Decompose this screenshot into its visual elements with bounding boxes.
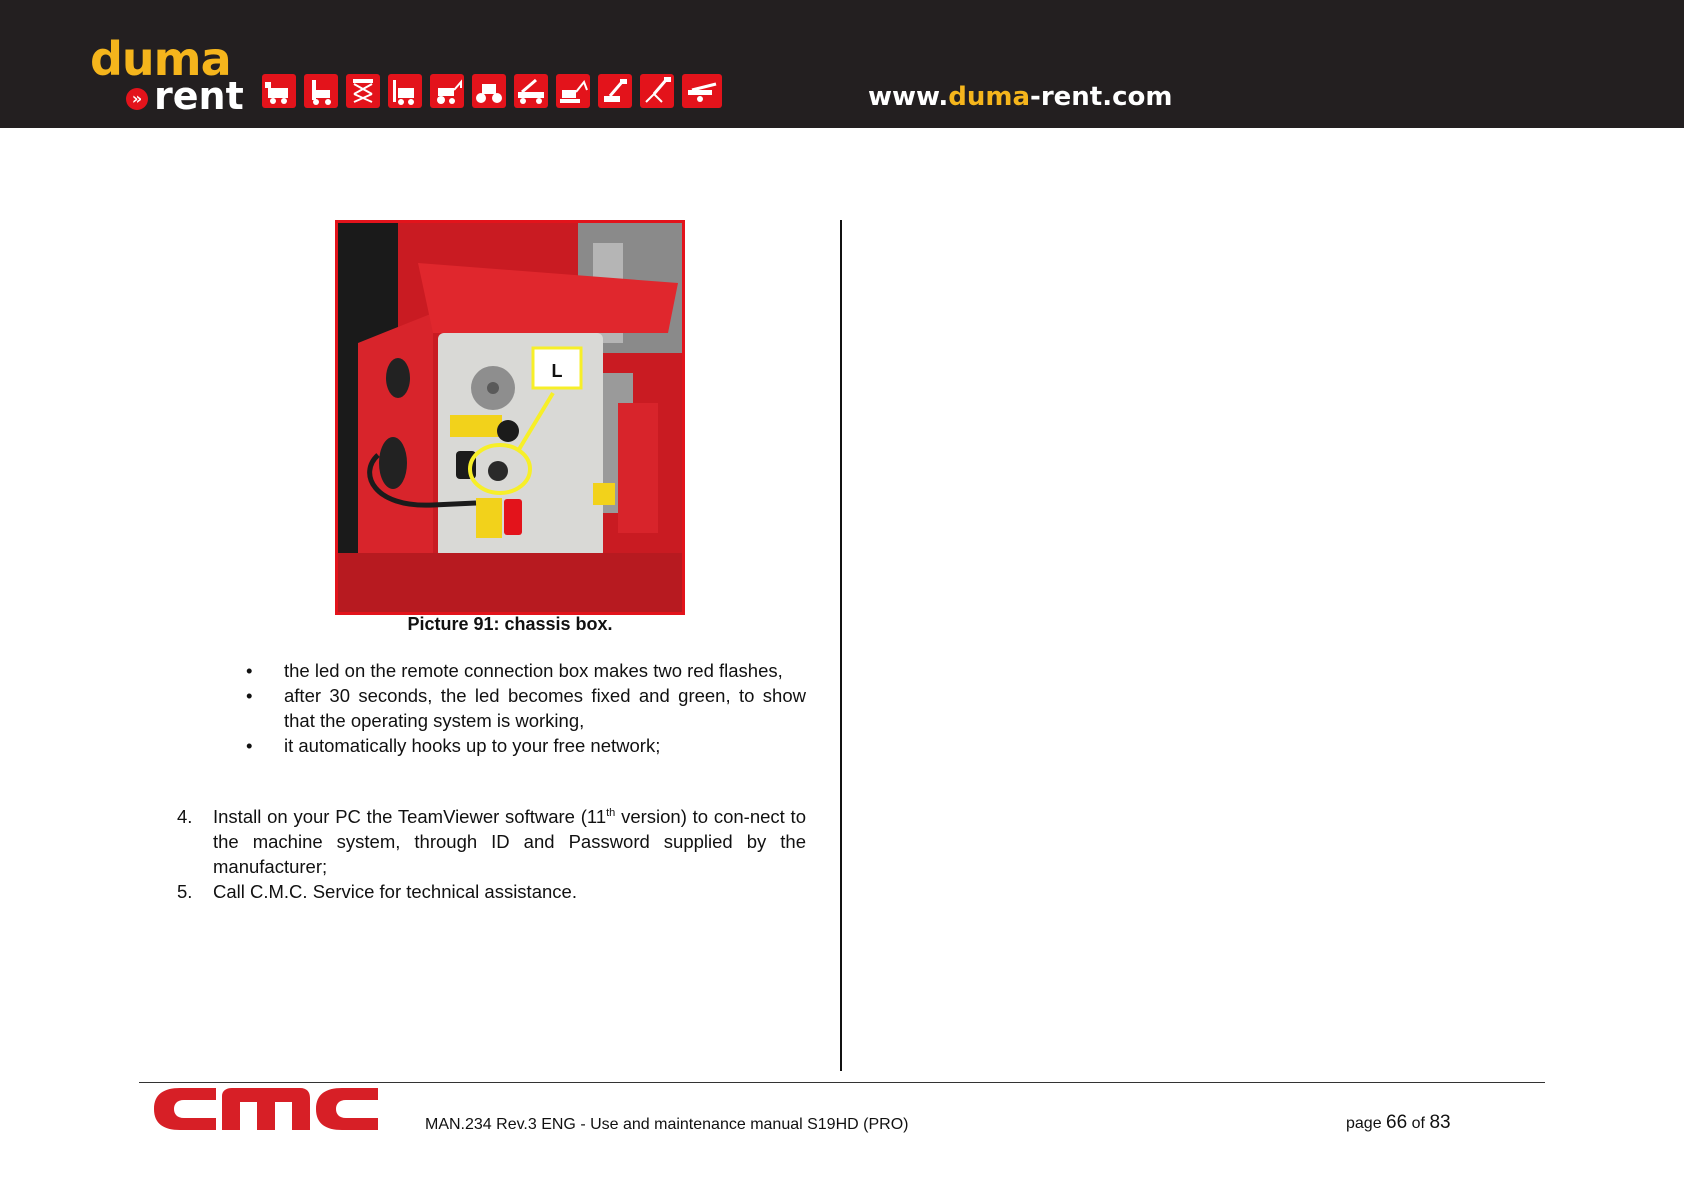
excavator-icon	[556, 74, 590, 108]
scissor-lift-icon	[346, 74, 380, 108]
trailer-platform-icon	[682, 74, 722, 108]
page-number: page 66 of 83	[1346, 1112, 1451, 1133]
list-item: 4. Install on your PC the TeamViewer software (11th version) to con-nect to the machine system, through ID and Password supplied by the manufacturer;	[177, 806, 806, 877]
figure-caption: Picture 91: chassis box.	[407, 614, 613, 634]
bullet-list	[246, 658, 806, 758]
list-item: • the led on the remote connection box makes two red flashes,	[246, 660, 783, 681]
column-divider	[840, 220, 842, 1071]
callout-label-l: L	[551, 361, 563, 381]
machine-icons-row	[262, 74, 722, 108]
telehandler-icon	[304, 74, 338, 108]
cmc-logo	[150, 1086, 380, 1132]
header-bar	[0, 0, 1684, 128]
boom-lift-icon	[598, 74, 632, 108]
footer-rule	[139, 1082, 1545, 1083]
logo-duma-text: duma	[90, 32, 231, 86]
website-link[interactable]: www.duma-rent.com	[868, 82, 1173, 112]
numbered-steps	[177, 804, 806, 904]
forklift-icon	[388, 74, 422, 108]
list-item: • it automatically hooks up to your free network;	[246, 735, 661, 756]
truck-platform-icon	[514, 74, 548, 108]
bullet-icon: •	[246, 735, 253, 756]
duma-rent-logo[interactable]	[90, 32, 244, 118]
mini-loader-icon	[262, 74, 296, 108]
list-item: • after 30 seconds, the led becomes fixed and green, to show that the operating system is working,	[246, 685, 806, 731]
chassis-box-photo	[335, 220, 685, 615]
logo-arrow-icon: »	[126, 88, 148, 110]
roller-icon	[472, 74, 506, 108]
logo-rent-text: rent	[154, 74, 244, 118]
backhoe-icon	[430, 74, 464, 108]
spider-lift-icon	[640, 74, 674, 108]
footer-document-title: MAN.234 Rev.3 ENG - Use and maintenance manual S19HD (PRO)	[425, 1116, 909, 1133]
list-item: 5. Call C.M.C. Service for technical assistance.	[177, 881, 577, 902]
bullet-icon: •	[246, 660, 253, 681]
bullet-icon: •	[246, 685, 253, 706]
